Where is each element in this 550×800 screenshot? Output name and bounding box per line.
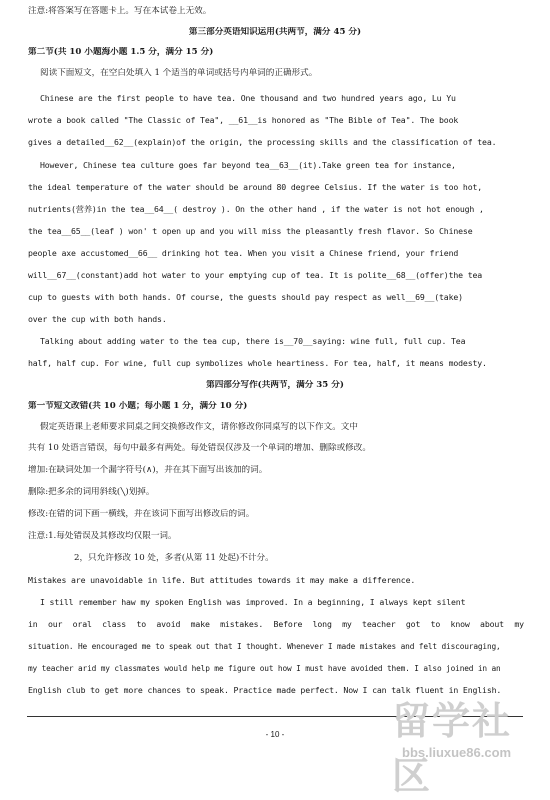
essay-word: my <box>342 619 352 629</box>
essay-word: got <box>405 619 421 629</box>
essay-word: oral <box>72 619 92 629</box>
passage-line: the tea__65__(leaf ) won' t open up and you will miss the pleasantly fresh flavor. So Chinese <box>28 226 473 236</box>
site-watermark <box>392 690 542 798</box>
essay-word: my <box>514 619 524 629</box>
essay-word: about <box>480 619 504 629</box>
essay-word: avoid <box>156 619 181 629</box>
section-one-heading: 第一节短文改错(共 10 小题；每小题 1 分，满分 10 分) <box>28 401 248 411</box>
essay-word: teacher <box>362 619 396 629</box>
essay-line: my teacher arid my classmates would help me figure out how I must have avoided them. I also joined in an <box>28 664 501 673</box>
page-number: - 10 - <box>265 730 285 739</box>
passage-line: half, half cup. For wine, full cup symbolizes whole heartiness. For tea, half, it means modesty. <box>28 358 487 368</box>
essay-word: mistakes. <box>220 619 264 629</box>
instruction-line: 假定英语课上老师要求同桌之间交换修改作文，请你修改你同桌写的以下作文。文中 <box>40 422 358 432</box>
part-four-heading: 第四部分写作(共两节，满分 35 分) <box>206 380 344 390</box>
essay-word: know <box>450 619 470 629</box>
passage-line: Chinese are the first people to have tea. One thousand and two hundred years ago, Lu Yu <box>40 93 456 103</box>
passage-line: will__67__(constant)add hot water to your emptying cup of tea. It is polite__68__(offer)the tea <box>28 270 483 280</box>
essay-word: long <box>312 619 332 629</box>
essay-word: class <box>102 619 127 629</box>
watermark-logo-text: 留学社区 <box>392 699 513 798</box>
note-line: 注意:将答案写在答题卡上。写在本试卷上无效。 <box>28 6 212 16</box>
section-two-heading: 第二节(共 10 小题海小题 1.5 分，满分 15 分) <box>28 47 214 57</box>
rule-modify: 修改:在错的词下画一横线，并在该词下面写出修改后的词。 <box>28 509 255 519</box>
instruction-line: 共有 10 处语言错误，每句中最多有两处。每处错误仅涉及一个单词的增加、删除或修改。 <box>28 443 371 453</box>
essay-line: Mistakes are unavoidable in life. But attitudes towards it may make a difference. <box>28 575 416 585</box>
passage-line: the ideal temperature of the water should be around 80 degree Celsius. If the water is too hot, <box>28 182 483 192</box>
part-three-heading: 第三部分英语知识运用(共两节，满分 45 分) <box>188 27 362 37</box>
watermark-url: bbs.liuxue86.com <box>402 745 512 760</box>
note-two: 2，只允许修改 10 处，多者(从第 11 处起)不计分。 <box>74 553 274 563</box>
essay-word: make <box>190 619 210 629</box>
passage-line: However, Chinese tea culture goes far beyond tea__63__(it).Take green tea for instance, <box>40 160 456 170</box>
essay-word: Before <box>273 619 303 629</box>
essay-word: in <box>28 619 38 629</box>
essay-word: to <box>430 619 441 629</box>
instruction-line: 阅读下面短文，在空白处填入 1 个适当的单词或括号内单词的正确形式。 <box>40 68 318 78</box>
passage-line: people axe accustomed__66__ drinking hot tea. When you visit a Chinese friend, your friend <box>28 248 459 258</box>
passage-line: gives a detailed__62__(explain)of the origin, the processing skills and the classification of tea. <box>28 137 497 147</box>
essay-line: I still remember haw my spoken English was improved. In a beginning, I always kept silent <box>40 597 466 607</box>
passage-line: wrote a book called "The Classic of Tea", __61__is honored as "The Bible of Tea". The book <box>28 115 459 125</box>
passage-line: nutrients(营养)in the tea__64__( destroy ). On the other hand , if the water is not hot enough , <box>28 204 484 214</box>
rule-add: 增加:在缺词处加一个漏字符号(∧)，并在其下面写出该加的词。 <box>28 465 268 475</box>
essay-word: to <box>136 619 146 629</box>
essay-line-justified <box>28 619 524 630</box>
note-one: 注意:1.每处错误及其修改均仅限一词。 <box>28 531 177 541</box>
passage-line: over the cup with both hands. <box>28 314 167 324</box>
essay-line: situation. He encouraged me to speak out that I thought. Whenever I made mistakes and felt discouraging, <box>28 642 501 651</box>
passage-line: cup to guests with both hands. Of course, the guests should pay respect as well__69__(take) <box>28 292 463 302</box>
essay-line: English club to get more chances to speak. Practice made perfect. Now I can talk fluent in English. <box>28 685 502 695</box>
rule-delete: 删除:把多余的词用斜线(╲)划掉。 <box>28 487 155 497</box>
essay-word: our <box>47 619 63 629</box>
passage-line: Talking about adding water to the tea cup, there is__70__saying: wine full, full cup. Tea <box>40 336 466 346</box>
